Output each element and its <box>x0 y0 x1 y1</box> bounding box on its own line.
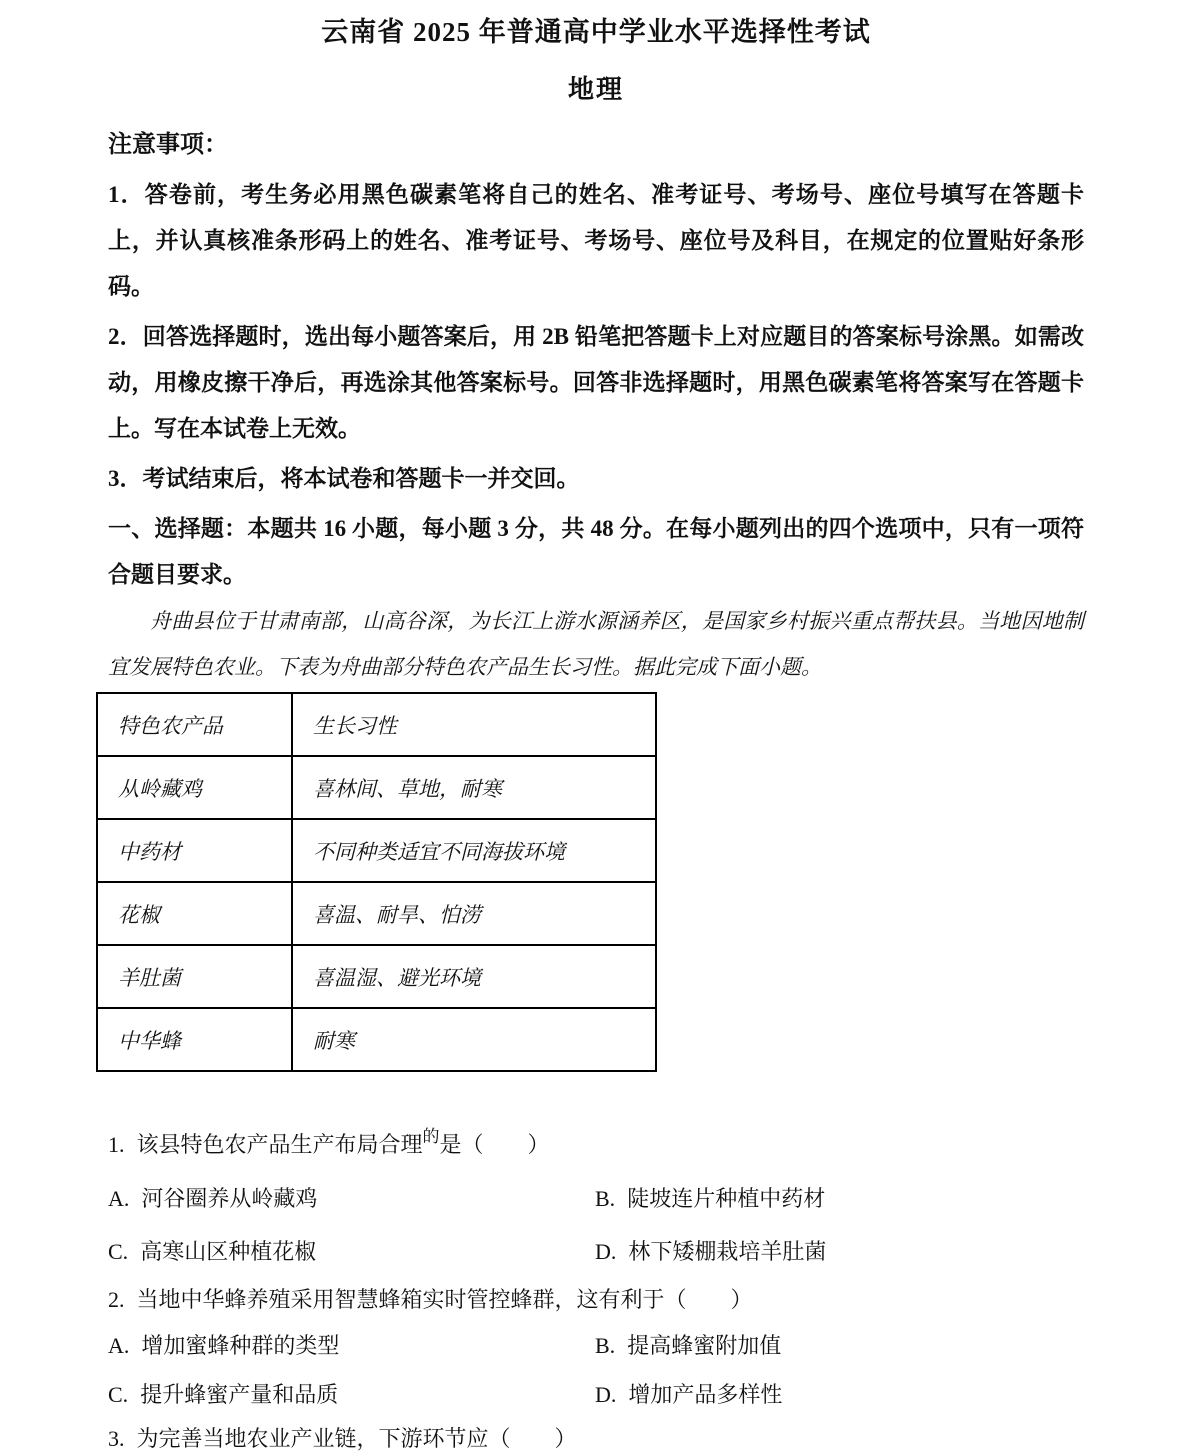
option-2a-label: A. <box>108 1333 130 1358</box>
option-1c <box>108 1235 595 1269</box>
question-2-number: 2. <box>108 1287 125 1312</box>
question-3-number: 3. <box>108 1426 125 1451</box>
question-3-text: 为完善当地农业产业链，下游环节应（ ） <box>136 1426 577 1451</box>
option-1b <box>595 1182 1084 1216</box>
option-2d-label: D. <box>595 1382 617 1407</box>
question-2-options-row-1 <box>108 1329 1084 1363</box>
question-1-options-row-1 <box>108 1182 1084 1216</box>
growth-habit-table <box>96 692 657 1072</box>
option-2c-label: C. <box>108 1382 129 1407</box>
table-row <box>97 756 656 819</box>
table-cell-product: 中华蜂 <box>97 1008 292 1071</box>
table-cell-habit: 喜温、耐旱、怕涝 <box>292 882 656 945</box>
table-row <box>97 882 656 945</box>
table-row <box>97 1008 656 1071</box>
table-cell-habit: 耐寒 <box>292 1008 656 1071</box>
option-1b-text: 陡坡连片种植中药材 <box>627 1186 826 1211</box>
table-header-product: 特色农产品 <box>97 693 292 756</box>
option-1a <box>108 1182 595 1216</box>
option-2b-label: B. <box>595 1333 616 1358</box>
instruction-item-3: 3．考试结束后，将本试卷和答题卡一并交回。 <box>108 466 580 491</box>
table-cell-product: 花椒 <box>97 882 292 945</box>
question-1-text-post: 是（ ） <box>439 1132 550 1157</box>
notice-heading: 注意事项： <box>108 132 228 158</box>
option-1d <box>595 1235 1084 1269</box>
option-2d-text: 增加产品多样性 <box>628 1382 783 1407</box>
option-2c-text: 提升蜂蜜产量和品质 <box>140 1382 339 1407</box>
question-1-stem <box>108 1128 1084 1164</box>
option-1b-label: B. <box>595 1186 616 1211</box>
table-header-habit: 生长习性 <box>292 693 656 756</box>
question-2-options-row-2 <box>108 1378 1084 1412</box>
option-1a-label: A. <box>108 1186 130 1211</box>
question-2-stem <box>108 1283 1084 1317</box>
option-2a-text: 增加蜜蜂种群的类型 <box>141 1333 340 1358</box>
section-heading: 一、选择题：本题共 16 小题，每小题 3 分，共 48 分。在每小题列出的四个选项中，只有一项符合题目要求。 <box>108 516 1084 587</box>
passage-text: 舟曲县位于甘肃南部，山高谷深，为长江上游水源涵养区，是国家乡村振兴重点帮扶县。当地因地制宜发展特色农业。下表为舟曲部分特色农产品生长习性。据此完成下面小题。 <box>108 609 1084 679</box>
instruction-item-2: 2．回答选择题时，选出每小题答案后，用 2B 铅笔把答题卡上对应题目的答案标号涂黑。如需改动，用橡皮擦干净后，再选涂其他答案标号。回答非选择题时，用黑色碳素笔将答案写在答题卡上。写在本试卷上无效。 <box>108 324 1084 441</box>
page-title: 云南省 2025 年普通高中学业水平选择性考试 <box>321 17 871 47</box>
question-1-superscript: 的 <box>422 1127 440 1146</box>
question-2-text: 当地中华蜂养殖采用智慧蜂箱实时管控蜂群，这有利于（ ） <box>136 1287 753 1312</box>
table-cell-product: 羊肚菌 <box>97 945 292 1008</box>
question-1-number: 1. <box>108 1132 125 1157</box>
table-cell-product: 从岭藏鸡 <box>97 756 292 819</box>
option-2b <box>595 1329 1084 1363</box>
subject-title: 地理 <box>567 75 624 104</box>
instruction-item-1: 1．答卷前，考生务必用黑色碳素笔将自己的姓名、准考证号、考场号、座位号填写在答题卡上，并认真核准条形码上的姓名、准考证号、考场号、座位号及科目，在规定的位置贴好条形码。 <box>108 182 1084 299</box>
option-1c-text: 高寒山区种植花椒 <box>140 1239 317 1264</box>
option-2c <box>108 1378 595 1412</box>
option-1d-label: D. <box>595 1239 617 1264</box>
table-cell-habit: 喜温湿、避光环境 <box>292 945 656 1008</box>
table-header-row <box>97 693 656 756</box>
option-1d-text: 林下矮棚栽培羊肚菌 <box>628 1239 827 1264</box>
table-cell-habit: 不同种类适宜不同海拔环境 <box>292 819 656 882</box>
question-3-stem <box>108 1422 1084 1456</box>
question-1-options-row-2 <box>108 1235 1084 1269</box>
question-1-text-pre: 该县特色农产品生产布局合理 <box>136 1132 423 1157</box>
table-row <box>97 945 656 1008</box>
option-2b-text: 提高蜂蜜附加值 <box>627 1333 782 1358</box>
option-2d <box>595 1378 1084 1412</box>
option-1a-text: 河谷圈养从岭藏鸡 <box>141 1186 318 1211</box>
option-2a <box>108 1329 595 1363</box>
table-row <box>97 819 656 882</box>
table-cell-habit: 喜林间、草地，耐寒 <box>292 756 656 819</box>
option-1c-label: C. <box>108 1239 129 1264</box>
table-cell-product: 中药材 <box>97 819 292 882</box>
